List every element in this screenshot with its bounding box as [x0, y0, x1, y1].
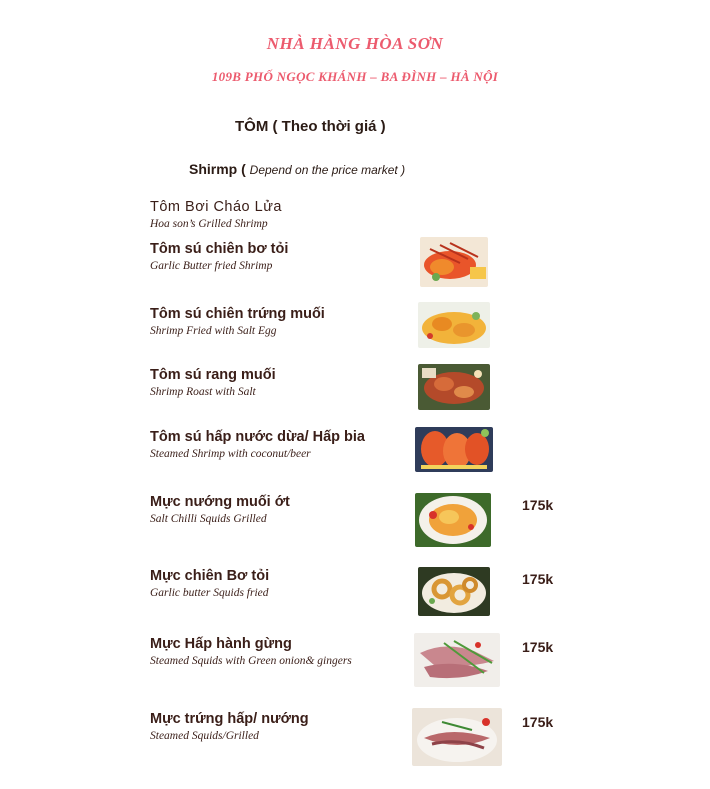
dish-name-vn: Tôm sú chiên trứng muối	[150, 306, 325, 322]
dish-photo-grilled-squid	[415, 493, 491, 547]
dish-photo-steamed-squid-ginger	[414, 633, 500, 687]
dish-price: 175k	[522, 714, 554, 730]
section-heading-en	[189, 161, 405, 177]
menu-item	[150, 367, 276, 398]
dish-photo-squid-egg	[412, 708, 502, 766]
restaurant-address: 109B PHỐ NGỌC KHÁNH – BA ĐÌNH – HÀ NỘI	[211, 69, 499, 84]
dish-name-vn: Mực chiên Bơ tỏi	[150, 568, 270, 584]
dish-name-en: Hoa son’s Grilled Shrimp	[150, 218, 268, 230]
dish-name-vn: Tôm sú chiên bơ tỏi	[150, 241, 289, 257]
menu-item	[150, 636, 352, 667]
dish-photo-steamed-shrimp	[415, 427, 493, 472]
menu-item	[150, 199, 282, 230]
menu-item	[150, 241, 288, 272]
section-heading-en-note: Depend on the price market )	[249, 163, 406, 177]
menu-item	[150, 568, 269, 599]
dish-price: 175k	[522, 497, 554, 513]
dish-name-vn: Tôm sú hấp nước dừa/ Hấp bia	[150, 429, 366, 445]
menu-item	[150, 429, 365, 460]
dish-name-en: Garlic butter Squids fried	[150, 587, 269, 599]
dish-photo-salt-roast-shrimp	[418, 364, 490, 410]
restaurant-name: NHÀ HÀNG HÒA SƠN	[266, 34, 444, 53]
section-heading-en-label: Shirmp (	[189, 161, 246, 177]
dish-name-en: Steamed Shrimp with coconut/beer	[150, 448, 311, 460]
dish-name-en: Garlic Butter fried Shrimp	[150, 260, 273, 272]
dish-photo-salt-egg-shrimp	[418, 302, 490, 348]
dish-name-en: Shrimp Roast with Salt	[150, 386, 256, 398]
dish-name-en: Shrimp Fried with Salt Egg	[150, 325, 277, 337]
dish-name-en: Steamed Squids with Green onion& gingers	[150, 655, 352, 667]
menu-item	[150, 494, 290, 525]
menu-item	[150, 306, 325, 337]
menu-item	[150, 711, 309, 742]
dish-name-vn: Mực trứng hấp/ nướng	[150, 711, 309, 727]
dish-name-vn: Tôm sú rang muối	[150, 367, 276, 383]
dish-name-en: Steamed Squids/Grilled	[150, 730, 259, 742]
dish-name-vn: Mực nướng muối ớt	[150, 494, 290, 510]
dish-name-vn: Tôm Bơi Cháo Lửa	[150, 199, 282, 215]
dish-price: 175k	[522, 571, 554, 587]
dish-name-en: Salt Chilli Squids Grilled	[150, 513, 267, 525]
dish-photo-fried-squid	[418, 567, 490, 616]
dish-price: 175k	[522, 639, 554, 655]
section-heading-vn: TÔM ( Theo thời giá )	[235, 118, 386, 135]
dish-photo-grilled-shrimp	[420, 237, 488, 287]
dish-name-vn: Mực Hấp hành gừng	[150, 636, 292, 652]
